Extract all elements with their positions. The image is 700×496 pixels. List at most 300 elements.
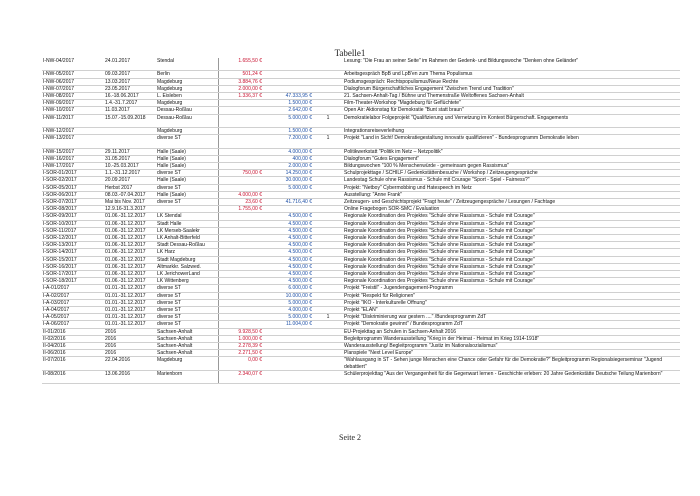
- cell-place: diverse ST: [156, 299, 218, 306]
- cell-amount-red: [218, 155, 263, 162]
- cell-description: Wanderausstellung/ Begleitprogramm "Justiz im Nationalsozialismus": [343, 343, 680, 350]
- cell-amount-red: 2.340,07 €: [218, 370, 263, 383]
- table-row: [42, 263, 680, 270]
- cell-amount-red: [218, 148, 263, 155]
- cell-place: Halle (Saale): [156, 163, 218, 170]
- cell-marker: [313, 85, 343, 92]
- cell-date: 11.03.2017: [104, 107, 156, 114]
- cell-amount-red: 4.000,00 €: [218, 191, 263, 198]
- cell-place: diverse ST: [156, 184, 218, 191]
- table-row: [42, 100, 680, 107]
- cell-place: Magdeburg: [156, 100, 218, 107]
- cell-amount-red: [218, 163, 263, 170]
- cell-amount-red: 1.755,00 €: [218, 206, 263, 213]
- cell-place: Dessau-Roßlau: [156, 107, 218, 114]
- cell-date: 01.01.-31.12.2017: [104, 321, 156, 328]
- cell-place: Stadt Dessau-Roßlau: [156, 242, 218, 249]
- table-row: [42, 285, 680, 292]
- cell-marker: [313, 177, 343, 184]
- cell-amount-red: [218, 321, 263, 328]
- cell-date: 01.01.-31.12.2017: [104, 314, 156, 321]
- cell-amount-blue: [263, 191, 313, 198]
- cell-place: Halle (Saale): [156, 155, 218, 162]
- table-row: [42, 107, 680, 114]
- cell-marker: [313, 335, 343, 342]
- cell-project-id: I-NW-13/2017: [42, 135, 104, 148]
- cell-description: Regionale Koordination des Projektes "Schule ohne Rassismus - Schule mit Courage": [343, 263, 680, 270]
- cell-date: 01.06.-31.12.2017: [104, 235, 156, 242]
- cell-marker: [313, 191, 343, 198]
- cell-amount-red: 9.928,50 €: [218, 328, 263, 335]
- cell-amount-blue: 41.716,40 €: [263, 199, 313, 206]
- cell-description: Demokratielabor Folgeprojekt "Qualifizierung und Vernetzung im Kontext Bürgerschaft. Engagements: [343, 114, 680, 127]
- table-row: [42, 78, 680, 85]
- cell-amount-blue: 2.000,00 €: [263, 163, 313, 170]
- table-row: [42, 314, 680, 321]
- cell-place: Sachsen-Anhalt: [156, 328, 218, 335]
- cell-place: Sachsen-Anhalt: [156, 350, 218, 357]
- cell-amount-blue: [263, 206, 313, 213]
- cell-marker: [313, 357, 343, 370]
- cell-description: Zeitzeugen- und Geschichtsprojekt "Fragt heute" / Zeitzeugengespräche / Lesungen / Fachtage: [343, 199, 680, 206]
- cell-description: Regionale Koordination des Projektes "Schule ohne Rassismus - Schule mit Courage": [343, 278, 680, 285]
- cell-marker: [313, 285, 343, 292]
- cell-amount-red: [218, 299, 263, 306]
- cell-amount-blue: 5.000,00 €: [263, 184, 313, 191]
- page-footer: Seite 2: [339, 433, 361, 442]
- cell-project-id: I-SOR-02/2017: [42, 177, 104, 184]
- cell-amount-red: [218, 278, 263, 285]
- cell-amount-blue: 4.500,00 €: [263, 227, 313, 234]
- cell-project-id: I-SOR-15/2017: [42, 256, 104, 263]
- cell-description: Dialogforum Bürgerschaftliches Engagement "Zwischen Trend und Tradition": [343, 85, 680, 92]
- table-row: [42, 307, 680, 314]
- cell-description: Projekt "Diskriminierung war gestern ...." /Bundesprogramm ZdT: [343, 314, 680, 321]
- cell-amount-red: [218, 107, 263, 114]
- cell-project-id: I-A-06/2017: [42, 321, 104, 328]
- cell-description: EU-Projekttag an Schulen in Sachsen-Anhalt 2016: [343, 328, 680, 335]
- cell-date: 09.03.2017: [104, 71, 156, 78]
- cell-project-id: I-SOR-08/2017: [42, 206, 104, 213]
- table-row: [42, 177, 680, 184]
- cell-project-id: I-NW-05/2017: [42, 71, 104, 78]
- cell-description: Film-Theater-Workshop "Magdeburg für Geflüchtete": [343, 100, 680, 107]
- cell-description: Projekt "Respekt für Religionen": [343, 292, 680, 299]
- cell-project-id: I-SOR-06/2017: [42, 191, 104, 198]
- cell-date: 15.07.-15.09.2018: [104, 114, 156, 127]
- cell-marker: [313, 278, 343, 285]
- cell-place: Halle (Saale): [156, 148, 218, 155]
- cell-marker: [313, 256, 343, 263]
- cell-description: Regionale Koordination des Projektes "Schule ohne Rassismus - Schule mit Courage": [343, 227, 680, 234]
- cell-amount-red: [218, 135, 263, 148]
- cell-marker: [313, 78, 343, 85]
- cell-date: 08.03.-07.04.2017: [104, 191, 156, 198]
- cell-date: 01.06.-31.12.2017: [104, 220, 156, 227]
- cell-amount-blue: 11.004,00 €: [263, 321, 313, 328]
- cell-description: Projekt: "Netboy" Cybermobbing und Hatespeech im Netz: [343, 184, 680, 191]
- cell-project-id: I-NW-15/2017: [42, 148, 104, 155]
- cell-project-id: I-SOR-12/2017: [42, 235, 104, 242]
- cell-place: diverse ST: [156, 321, 218, 328]
- cell-amount-red: [218, 100, 263, 107]
- table-row: [42, 220, 680, 227]
- cell-date: 01.06.-31.12.2017: [104, 271, 156, 278]
- cell-amount-red: 2.271,50 €: [218, 350, 263, 357]
- cell-amount-blue: [263, 343, 313, 350]
- cell-amount-blue: 400,00 €: [263, 155, 313, 162]
- cell-description: Integrationsreiseverleihung: [343, 128, 680, 135]
- cell-project-id: II-06/2016: [42, 350, 104, 357]
- table-row: [42, 199, 680, 206]
- cell-amount-red: [218, 220, 263, 227]
- cell-place: LK Merseb-Saalekr: [156, 227, 218, 234]
- cell-description: Lesung: "Die Frau an seiner Seite" im Rahmen der Gedenk- und Bildungswoche "Denken ohne Geländer": [343, 58, 680, 71]
- cell-amount-blue: 1.500,00 €: [263, 100, 313, 107]
- cell-project-id: II-01/2016: [42, 328, 104, 335]
- cell-amount-red: [218, 227, 263, 234]
- table-row: [42, 321, 680, 328]
- table-row: [42, 343, 680, 350]
- cell-marker: 1: [313, 135, 343, 148]
- cell-date: 01.01.-31.12.2017: [104, 285, 156, 292]
- cell-marker: [313, 58, 343, 71]
- cell-amount-red: [218, 242, 263, 249]
- cell-place: LK Anhalt-Bitterfeld: [156, 235, 218, 242]
- cell-date: 12.9.16-31.3.2017: [104, 206, 156, 213]
- cell-marker: [313, 148, 343, 155]
- cell-marker: [313, 128, 343, 135]
- table-row: [42, 249, 680, 256]
- cell-project-id: I-SOR-10/2017: [42, 220, 104, 227]
- table-row: [42, 278, 680, 285]
- cell-project-id: I-NW-16/2017: [42, 155, 104, 162]
- cell-project-id: I-SOR-16/2017: [42, 263, 104, 270]
- table-row: [42, 213, 680, 220]
- cell-amount-red: [218, 292, 263, 299]
- table-row: [42, 256, 680, 263]
- table-row: [42, 235, 680, 242]
- cell-amount-red: 23,60 €: [218, 199, 263, 206]
- cell-project-id: I-NW-17/2017: [42, 163, 104, 170]
- cell-marker: [313, 220, 343, 227]
- cell-place: Halle (Saale): [156, 191, 218, 198]
- cell-marker: 1: [313, 114, 343, 127]
- cell-place: Halle (Saale): [156, 177, 218, 184]
- cell-amount-red: [218, 285, 263, 292]
- cell-project-id: I-SOR-01/2017: [42, 170, 104, 177]
- cell-place: diverse ST: [156, 285, 218, 292]
- cell-amount-blue: 4.500,00 €: [263, 256, 313, 263]
- cell-amount-red: [218, 114, 263, 127]
- cell-project-id: I-SOR-09/2017: [42, 213, 104, 220]
- cell-place: Stadt Halle: [156, 220, 218, 227]
- cell-date: 01.01.-31.12.2017: [104, 299, 156, 306]
- table-row: [42, 128, 680, 135]
- table-row: [42, 328, 680, 335]
- spreadsheet-table: [42, 58, 680, 384]
- cell-marker: [313, 163, 343, 170]
- cell-marker: [313, 321, 343, 328]
- cell-amount-red: [218, 128, 263, 135]
- cell-place: diverse ST: [156, 292, 218, 299]
- cell-description: Projekt "ELAN": [343, 307, 680, 314]
- cell-project-id: I-SOR-11/2017: [42, 227, 104, 234]
- cell-marker: [313, 249, 343, 256]
- table-row: [42, 370, 680, 383]
- cell-description: Landestag Schule ohne Rassismus - Schule mit Courage "Sport - Spiel - Fairness?": [343, 177, 680, 184]
- cell-date: 01.01.-31.12.2017: [104, 292, 156, 299]
- cell-date: 31.05.2017: [104, 155, 156, 162]
- cell-amount-blue: 10.000,00 €: [263, 292, 313, 299]
- cell-description: "Wahlausgang in ST - Sehen junge Menschen eine Chance oder Gefahr für die Demokratie?" Begleitprogramm Regionalsiegerseminar "Jugend debattiert": [343, 357, 680, 370]
- cell-place: Sachsen-Anhalt: [156, 335, 218, 342]
- cell-description: Schülerprojekttag "Aus der Vergangenheit für die Gegenwart lernen - Geschichte erleben: 20 Jahre Gedenkstätte Deutsche Teilung Marienborn": [343, 370, 680, 383]
- cell-description: Regionale Koordination des Projektes "Schule ohne Rassismus - Schule mit Courage": [343, 213, 680, 220]
- cell-place: LK Harz: [156, 249, 218, 256]
- cell-description: Projekt "Freistil" - Jugendengagement-Programm: [343, 285, 680, 292]
- cell-project-id: I-A-02/2017: [42, 292, 104, 299]
- cell-date: 2016: [104, 350, 156, 357]
- cell-amount-red: [218, 271, 263, 278]
- table-row: [42, 58, 680, 71]
- cell-place: Magdeburg: [156, 78, 218, 85]
- cell-description: Regionale Koordination des Projektes "Schule ohne Rassismus - Schule mit Courage": [343, 220, 680, 227]
- cell-date: 22.04.2016: [104, 357, 156, 370]
- cell-marker: [313, 328, 343, 335]
- cell-date: 13.03.2017: [104, 78, 156, 85]
- cell-date: 23.05.2017: [104, 85, 156, 92]
- cell-place: diverse ST: [156, 307, 218, 314]
- cell-place: Marienborn: [156, 370, 218, 383]
- cell-amount-blue: 4.500,00 €: [263, 235, 313, 242]
- cell-place: LK Wittenberg: [156, 278, 218, 285]
- cell-description: Regionale Koordination des Projektes "Schule ohne Rassismus - Schule mit Courage": [343, 271, 680, 278]
- cell-description: Online Fragebogen SOR-SMC / Evaluation: [343, 206, 680, 213]
- cell-project-id: I-NW-10/2017: [42, 107, 104, 114]
- cell-description: Begleitprogramm Wanderausstellung "Krieg in der Heimat - Heimat im Krieg 1914-1918": [343, 335, 680, 342]
- table-row: [42, 114, 680, 127]
- cell-description: Regionale Koordination des Projektes "Schule ohne Rassismus - Schule mit Courage": [343, 242, 680, 249]
- cell-place: Magdeburg: [156, 85, 218, 92]
- cell-amount-red: [218, 256, 263, 263]
- cell-place: diverse ST: [156, 135, 218, 148]
- cell-place: [156, 206, 218, 213]
- cell-marker: [313, 107, 343, 114]
- cell-date: 2016: [104, 343, 156, 350]
- cell-place: Magdeburg: [156, 128, 218, 135]
- table-row: [42, 335, 680, 342]
- cell-description: Regionale Koordination des Projektes "Schule ohne Rassismus - Schule mit Courage": [343, 249, 680, 256]
- cell-project-id: II-04/2016: [42, 343, 104, 350]
- cell-description: Schulprojekttage / SCHILF / Gedenkstättenbesuche / Workshop / Zeitzeugengespräche: [343, 170, 680, 177]
- cell-amount-red: [218, 184, 263, 191]
- cell-amount-blue: [263, 85, 313, 92]
- table-row: [42, 227, 680, 234]
- table-row: [42, 357, 680, 370]
- cell-project-id: I-NW-11/2017: [42, 114, 104, 127]
- cell-amount-blue: [263, 58, 313, 71]
- page-title: Tabelle1: [334, 48, 366, 58]
- cell-description: Projekt "Demokratie gewinnt" / Bundesprogramm ZdT: [343, 321, 680, 328]
- cell-date: 01.06.-31.12.2017: [104, 249, 156, 256]
- cell-amount-red: 1.655,50 €: [218, 58, 263, 71]
- cell-marker: [313, 263, 343, 270]
- cell-amount-blue: [263, 370, 313, 383]
- cell-date: 16.-18.06.2017: [104, 93, 156, 100]
- cell-amount-blue: [263, 350, 313, 357]
- cell-amount-red: [218, 307, 263, 314]
- cell-amount-red: [218, 249, 263, 256]
- cell-marker: [313, 206, 343, 213]
- table-row: [42, 206, 680, 213]
- cell-marker: [313, 184, 343, 191]
- cell-amount-blue: 6.000,00 €: [263, 285, 313, 292]
- cell-amount-blue: 14.250,00 €: [263, 170, 313, 177]
- cell-project-id: I-SOR-13/2017: [42, 242, 104, 249]
- cell-place: Sachsen-Anhalt: [156, 343, 218, 350]
- cell-marker: [313, 199, 343, 206]
- cell-project-id: I-SOR-18/2017: [42, 278, 104, 285]
- cell-amount-blue: 4.500,00 €: [263, 213, 313, 220]
- table-row: [42, 71, 680, 78]
- cell-amount-red: [218, 213, 263, 220]
- cell-marker: [313, 170, 343, 177]
- table-row: [42, 242, 680, 249]
- cell-project-id: II-07/2016: [42, 357, 104, 370]
- cell-date: [104, 128, 156, 135]
- cell-project-id: I-A-04/2017: [42, 307, 104, 314]
- cell-place: diverse ST: [156, 199, 218, 206]
- cell-amount-blue: 4.500,00 €: [263, 263, 313, 270]
- cell-description: Projekt "IKÖ - Interkulturelle Öffnung": [343, 299, 680, 306]
- table-row: [42, 170, 680, 177]
- cell-date: 29.11.2017: [104, 148, 156, 155]
- table-row: [42, 148, 680, 155]
- cell-project-id: I-NW-04/2017: [42, 58, 104, 71]
- cell-amount-blue: [263, 78, 313, 85]
- cell-place: diverse ST: [156, 314, 218, 321]
- cell-date: 01.06.-31.12.2017: [104, 263, 156, 270]
- cell-project-id: I-NW-08/2017: [42, 93, 104, 100]
- cell-amount-blue: 5.000,00 €: [263, 299, 313, 306]
- cell-date: [104, 135, 156, 148]
- cell-project-id: I-NW-12/2017: [42, 128, 104, 135]
- cell-amount-red: 1.000,00 €: [218, 335, 263, 342]
- cell-description: Dialogforum "Gutes Engagement": [343, 155, 680, 162]
- cell-description: Bildungswochen "100 % Menschenwürde - gemeinsam gegen Rassismus": [343, 163, 680, 170]
- cell-place: LK Stendal: [156, 213, 218, 220]
- cell-date: 10.-25.03.2017: [104, 163, 156, 170]
- table-row: [42, 155, 680, 162]
- cell-project-id: I-A-05/2017: [42, 314, 104, 321]
- table-row: [42, 135, 680, 148]
- cell-amount-red: 750,00 €: [218, 170, 263, 177]
- cell-description: Planspiele "Next Level Europe": [343, 350, 680, 357]
- cell-project-id: II-02/2016: [42, 335, 104, 342]
- cell-place: Berlin: [156, 71, 218, 78]
- table-row: [42, 299, 680, 306]
- cell-marker: [313, 100, 343, 107]
- cell-amount-red: 3.884,76 €: [218, 78, 263, 85]
- table-row: [42, 163, 680, 170]
- cell-marker: [313, 213, 343, 220]
- table-row: [42, 292, 680, 299]
- cell-date: 01.06.-31.12.2017: [104, 227, 156, 234]
- cell-description: Politikwerkstatt "Politik im Netz – Netzpolitik": [343, 148, 680, 155]
- cell-amount-blue: 4.500,00 €: [263, 278, 313, 285]
- cell-place: L. Eisleben: [156, 93, 218, 100]
- cell-date: 01.06.-31.12.2017: [104, 256, 156, 263]
- cell-marker: [313, 271, 343, 278]
- cell-date: 13.06.2016: [104, 370, 156, 383]
- cell-place: Magdeburg: [156, 357, 218, 370]
- cell-amount-blue: 4.500,00 €: [263, 249, 313, 256]
- cell-date: 01.06.-31.12.2017: [104, 278, 156, 285]
- table-row: [42, 85, 680, 92]
- table-row: [42, 191, 680, 198]
- cell-description: Projekt "Land in Sicht! Demokratiegestaltung innovativ qualifizieren" - Bundesprogramm Demokratie leben: [343, 135, 680, 148]
- cell-marker: [313, 155, 343, 162]
- table-row: [42, 184, 680, 191]
- cell-project-id: I-SOR-14/2017: [42, 249, 104, 256]
- cell-place: Stadt Magdeburg: [156, 256, 218, 263]
- cell-date: 01.06.-31.12.2017: [104, 213, 156, 220]
- cell-marker: [313, 227, 343, 234]
- cell-amount-blue: [263, 71, 313, 78]
- cell-amount-blue: 7.200,00 €: [263, 135, 313, 148]
- cell-description: Ausstellung: "Anne Frank": [343, 191, 680, 198]
- cell-amount-blue: 5.000,00 €: [263, 314, 313, 321]
- cell-date: 01.01.-31.12.2017: [104, 307, 156, 314]
- cell-description: Open Air: Aktionstag für Demokratie "Bunt statt braun": [343, 107, 680, 114]
- cell-date: 1.1.-31.12.2017: [104, 170, 156, 177]
- cell-amount-blue: [263, 335, 313, 342]
- cell-amount-red: 2.278,39 €: [218, 343, 263, 350]
- cell-description: Arbeitsgespräch BpB und LpB'en zum Thema Populismus: [343, 71, 680, 78]
- cell-project-id: I-SOR-05/2017: [42, 184, 104, 191]
- cell-marker: [313, 343, 343, 350]
- cell-amount-red: [218, 235, 263, 242]
- cell-project-id: I-A-03/2017: [42, 299, 104, 306]
- cell-amount-blue: [263, 328, 313, 335]
- cell-amount-blue: [263, 357, 313, 370]
- cell-project-id: I-NW-06/2017: [42, 78, 104, 85]
- cell-marker: [313, 307, 343, 314]
- cell-marker: [313, 299, 343, 306]
- cell-place: LK JerichowerLand: [156, 271, 218, 278]
- cell-date: 01.06.-31.12.2017: [104, 242, 156, 249]
- cell-marker: [313, 71, 343, 78]
- cell-date: 2016: [104, 328, 156, 335]
- cell-amount-blue: 1.500,00 €: [263, 128, 313, 135]
- cell-marker: [313, 235, 343, 242]
- cell-description: Regionale Koordination des Projektes "Schule ohne Rassismus - Schule mit Courage": [343, 235, 680, 242]
- cell-amount-red: 1.336,37 €: [218, 93, 263, 100]
- cell-marker: [313, 370, 343, 383]
- cell-date: 2016: [104, 335, 156, 342]
- cell-marker: [313, 350, 343, 357]
- cell-place: Stendal: [156, 58, 218, 71]
- cell-amount-red: 0,00 €: [218, 357, 263, 370]
- cell-amount-red: [218, 177, 263, 184]
- cell-place: diverse ST: [156, 170, 218, 177]
- cell-amount-blue: 5.000,00 €: [263, 114, 313, 127]
- cell-amount-blue: 30.000,00 €: [263, 177, 313, 184]
- cell-date: 20.09.2017: [104, 177, 156, 184]
- cell-date: Herbst 2017: [104, 184, 156, 191]
- table-row: [42, 350, 680, 357]
